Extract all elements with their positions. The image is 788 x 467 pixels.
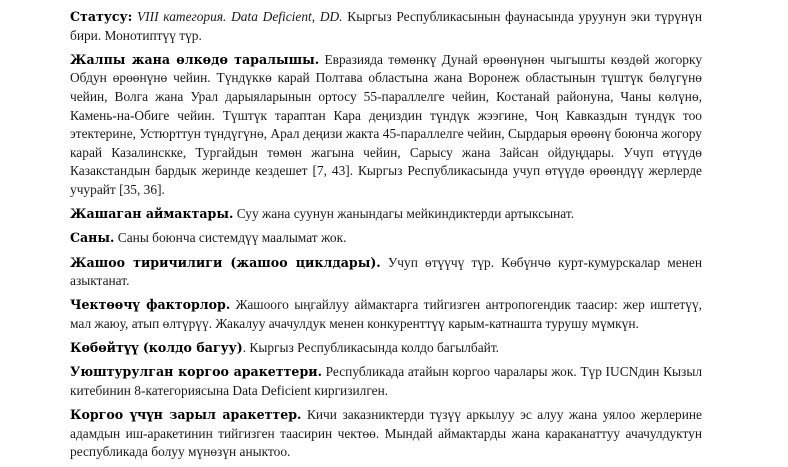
status-value: VIII категория. Data Deficient, DD.: [136, 9, 343, 24]
number-text: Саны боюнча системдүү маалымат жок.: [117, 230, 347, 246]
needed-measures-paragraph: [70, 406, 702, 462]
limiting-factors-text: Жашоого ыңгайлуу аймактарга тийгизген антропогендик таасир: жер иштетүү, мал жаюу, атып өлтүрүү. Жакалуу ачачулдук менен конкуренттүү карым-катнашта турушу мүмкүн.: [70, 297, 702, 331]
status-heading: Статусу:: [70, 9, 133, 24]
protection-text: Республикада атайын коргоо чаралары жок. Түр IUCNдин Кызыл китебинин 8-категориясына Data Deficient киргизилген.: [70, 364, 702, 398]
needed-measures-text: Кичи заказниктерди түзүү аркылуу эс алуу жана уялоо жерлерине адамдын иш-аракетинин тийгизген таасирин чектөө. Мындай аймактарды жана караканаттуу ачачулдуктун республикада болуу мүнөзүн аныктоо.: [70, 407, 702, 460]
status-text: Кыргыз Республикасынын фаунасында уруунун эки түрүнүн бири. Монотиптүү түр.: [70, 9, 702, 43]
habitat-paragraph: [70, 205, 702, 224]
protection-paragraph: [70, 363, 702, 400]
number-heading: Саны.: [70, 230, 115, 246]
lifecycle-paragraph: [70, 254, 702, 291]
habitat-text: Суу жана суунун жанындагы мейкиндиктерди артыксынат.: [236, 206, 575, 222]
breeding-paragraph: [70, 339, 702, 358]
distribution-paragraph: [70, 51, 702, 200]
limiting-factors-paragraph: [70, 296, 702, 333]
distribution-text: Евразияда төмөнкү Дунай өрөөнүнөн чыгышты көздөй жогорку Обдун өрөөнүнө чейин. Түндүккө карай Полтава областына жана Воронеж областынын түштүк бөлүгүнө чейин, Волга жана Урал дарыяларынын ортосу 55-параллелге чейин, Костанай районуна, Чаны көлүнө, Камень-на-Обиге чейин. Түштүк тараптан Кара деңиздин түндүк жээгине, Чоң Кавказдын түндүк тоо этектерине, Устюрттун түндүгүнө, Арал деңизи жакта 45-параллелге чейин, Сырдарыя өрөөнү боюнча жогору карай Казалинскке, Тургайдын төмөн жагына чейин, Сарысу жана Зайсан ойдуңдары. Учуп өтүүдө Казакстандын бардык жеринде кездешет [7, 43]. Кыргыз Республикасында учуп өтүүдө өрөөндүү жерлерде учурайт [35, 36].: [70, 51, 703, 197]
limiting-factors-heading: Чектөөчү факторлор.: [70, 297, 231, 313]
needed-measures-heading: Коргоо үчүн зарыл аракеттер.: [70, 407, 302, 423]
lifecycle-text: Учуп өтүүчү түр. Көбүнчө курт-кумурскалар менен азыктанат.: [70, 254, 702, 289]
distribution-heading: Жалпы жана өлкөдө таралышы.: [70, 51, 320, 67]
protection-heading: Уюштурулган коргоо аракеттери.: [70, 364, 322, 380]
status-paragraph: [70, 8, 702, 45]
breeding-heading: Көбөйтүү (колдо багуу): [70, 340, 243, 356]
document-page: [70, 8, 702, 467]
number-paragraph: [70, 229, 702, 248]
lifecycle-heading: Жашоо тиричилиги (жашоо циклдары).: [70, 254, 381, 270]
breeding-text: . Кыргыз Республикасында колдо багылбайт.: [242, 340, 500, 356]
habitat-heading: Жашаган аймактары.: [70, 206, 234, 222]
